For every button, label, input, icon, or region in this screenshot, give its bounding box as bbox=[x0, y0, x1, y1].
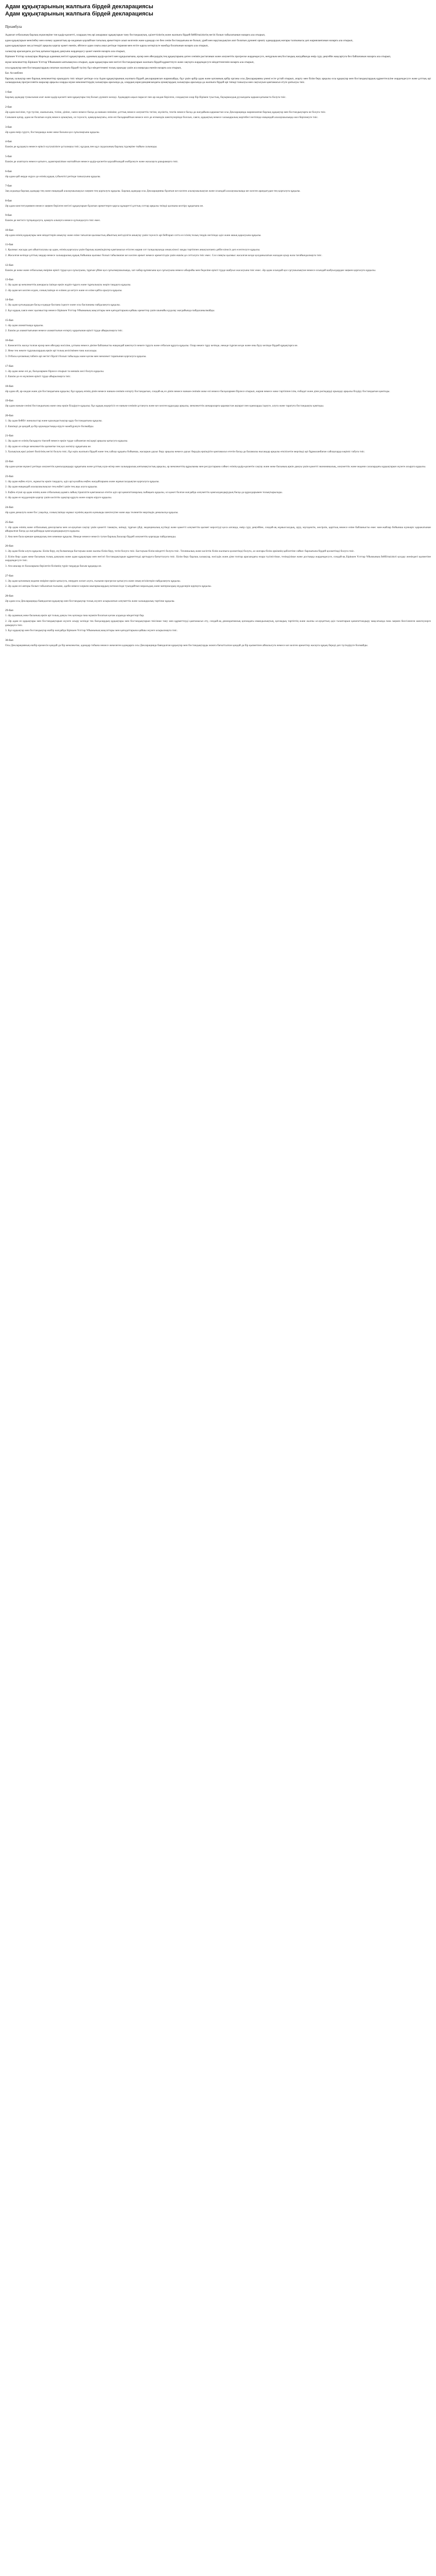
article-body bbox=[5, 131, 431, 135]
article-paragraph: Әр адам қоғам мүшесі ретінде әлеуметтік қамсыздандыру құқығына және ұлттық күш-жігер мен халықаралық ынтымақтастық арқылы, әр мемлекеттің құрылымы мен ресурстарына сәйкес өзінің қадір-қасиетін сақтау және жеке басының еркін дамуы үшін қажетті экономикалық, әлеуметтік және мәдени салалардағы құқықтарын жүзеге асыруға құқылы. bbox=[5, 465, 426, 468]
article-section bbox=[5, 318, 431, 333]
article-heading: 9-бап bbox=[5, 214, 12, 217]
article-heading: 30-бап bbox=[5, 638, 13, 642]
article-body bbox=[5, 303, 431, 313]
article-paragraph: Әр адам нәсіліне, түр-түсіне, жынысына, тіліне, дініне, саяси немесе басқа да наным-сеніміне, ұлттық немесе әлеуметтік тегіне, мүліктік, тектік немесе басқа да жағдайына қарамастан осы Декларацияда жарияланған барлық құқықтар мен бостандықтарға ие болуға тиіс. bbox=[5, 110, 326, 114]
document-title: Адам құқықтарының жалпыға бірдей декларациясы bbox=[5, 4, 153, 10]
article-heading: 26-бап bbox=[5, 545, 13, 548]
article-paragraph: Әр адам ой, ар-ождан және дін бостандығына құқылы; бұл құқық өзінің дінін немесе наным-сенімін өзгерту бостандығын, сондай-ақ өз дінін немесе наным-сенімін жеке өзі немесе басқалармен бірлесе отырып, жария немесе жеке тәртіппен ілім, ғибадат және діни рәсімдерді орындау арқылы білдіру бостандығын қамтиды. bbox=[5, 389, 390, 393]
article-paragraph: 2. Білім беру адам жеке басының толық дамуына және адам құқықтары мен негізгі бостандықтарын құрметтеуді арттыруға бағытталуға тиіс. Білім беру барлық халықтар, нәсілдік және діни топтар арасындағы өзара түсіністікке, төзімділікке және достыққа жәрдемдесуге, сондай-ақ Біріккен Ұлттар Ұйымының бейбітшілікті қолдау жөніндегі қызметіне жәрдемдесуге тиіс. bbox=[5, 555, 431, 563]
article-paragraph: 1. Әр адам қуғындаудан басқа елдерде баспана іздеуге және осы баспананы пайдалануға құқылы. bbox=[5, 303, 121, 307]
preamble-paragraph: Бас Ассамблея bbox=[5, 72, 23, 75]
article-heading: 6-бап bbox=[5, 170, 12, 173]
article-paragraph: 1. Әр адамның жеке басының еркін әрі толық дамуы тек қоғамда ғана мүмкін болатын қоғам алдында міндеттері бар. bbox=[5, 614, 145, 618]
article-body bbox=[5, 269, 431, 273]
article-heading: 24-бап bbox=[5, 505, 13, 509]
article-paragraph: 2. Ешкім де азаматтығынан немесе азаматтығын өзгерту құқығынан ерікті түрде айырылмауға тиіс. bbox=[5, 329, 123, 333]
article-body bbox=[5, 480, 431, 500]
article-section bbox=[5, 544, 431, 568]
article-paragraph: 2. Неке тек некеге тұрушылардың еркін әрі толық келісімімен ғана жасалады. bbox=[5, 349, 97, 353]
article-paragraph: 3. Халықтың еркі үкімет билігінің негізі болуға тиіс; бұл ерік жалпыға бірдей және тең сайлау құқығы бойынша, жасырын дауыс беру арқылы немесе дауыс берудің еркіндігін қамтамасыз ететін басқа да баламалы нысандар арқылы өткізілетін мерзімді әрі бұрмаланбаған сайлауларда көрініс табуға тиіс. bbox=[5, 450, 365, 454]
preamble-paragraph: адам құқықтарын менсінбеу мен елемеу адамзаттың ар-ожданын қорлайтын тағылық әрекеттерге алып келгенін және адамдар сөз бен сенім бостандығына ие болып, үрей мен мұқтаждықтан азат болатын дүниені орнату адамдардың жоғары талпынысы деп жарияланғанын назарға ала отырып, bbox=[5, 39, 353, 42]
article-body bbox=[5, 175, 431, 179]
article-paragraph: 2. Бұл құқық саяси емес қылмыстар немесе Біріккен Ұлттар Ұйымының мақсаттары мен қағидаттарына қайшы әрекеттер үшін шынайы қудалау жағдайында пайдаланылмайды. bbox=[5, 309, 215, 313]
article-paragraph: 2. Әр адам өзі авторы болып табылатын ғылыми, әдеби немесе көркем шығармалардың нәтижесінде туындайтын моральдық және материалдық мүдделерін қорғауға құқылы. bbox=[5, 585, 212, 588]
article-paragraph: 1. Әр адам жеке өзі де, басқалармен бірлесе отырып та меншік иесі болуға құқылы. bbox=[5, 369, 104, 373]
article-paragraph: 2. Ана мен бала ерекше қамқорлық пен көмекке құқылы. Некеде немесе некесіз туған барлық балалар бірдей әлеуметтік қорғауды пайдаланады. bbox=[5, 535, 177, 538]
article-paragraph: 3. Еңбек етуші әр адам өзінің және отбасының адамға лайық тіршілігін қамтамасыз ететін әділ әрі қанағаттанарлық сыйақыға құқылы, ол қажет болған жағдайда әлеуметтік қамсыздандырудың басқа да құралдарымен толықтырылады. bbox=[5, 490, 283, 494]
article-heading: 3-бап bbox=[5, 125, 12, 129]
article-body bbox=[5, 419, 431, 429]
article-heading: 10-бап bbox=[5, 228, 13, 232]
article-paragraph: 1. Әр адам азаматтыққа құқылы. bbox=[5, 324, 44, 327]
article-paragraph: Ешкім де негізсіз тұтқындалуға, қамауға алынуға немесе қуғындалуға тиіс емес. bbox=[5, 219, 101, 223]
article-body bbox=[5, 600, 431, 604]
article-body bbox=[5, 344, 431, 359]
document-subtitle: Адам құқықтарының жалпыға бірдей декларациясы bbox=[5, 11, 153, 17]
article-paragraph: Барлық адамдар тумысынан азат және қадір-қасиеті мен құқықтары тең болып дүниеге келеді. Адамдарға ақыл-парасат пен ар-ождан берілген, сондықтан олар бір-бірімен туыстық, бауырмалдық рухындағы қарым-қатынаста болуға тиіс. bbox=[5, 95, 287, 99]
article-paragraph: Әр адам осы Декларацияда баяндалған құқықтар мен бостандықтар толық жүзеге асырылатын әлеуметтік және халықаралық тәртіпке құқылы. bbox=[5, 599, 175, 603]
article-heading: 22-бап bbox=[5, 460, 13, 463]
article-body bbox=[5, 390, 431, 394]
article-body bbox=[5, 580, 431, 589]
preamble-label: Преамбула bbox=[5, 25, 22, 29]
article-paragraph: 3. Отбасы қоғамның табиғи әрі негізгі бірлігі болып табылады және қоғам мен мемлекет тарапынан қорғалуға құқылы. bbox=[5, 355, 147, 358]
article-heading: 5-бап bbox=[5, 155, 12, 158]
article-heading: 28-бап bbox=[5, 594, 13, 598]
article-heading: 27-бап bbox=[5, 574, 13, 578]
article-section bbox=[5, 155, 431, 164]
article-paragraph: Ешкім де азаптауға немесе қатыгез, адамгершілікке жатпайтын немесе қадір-қасиетін қорлайтындай жәбірлеуге және жазалауға ұшырамауға тиіс. bbox=[5, 160, 179, 163]
article-section bbox=[5, 460, 431, 469]
article-section bbox=[5, 638, 431, 648]
article-section bbox=[5, 384, 431, 394]
article-section bbox=[5, 474, 431, 500]
article-section bbox=[5, 105, 431, 120]
article-paragraph: 1. Әр адам әр мемлекеттің шекарасы ішінде еркін жүріп-тұруға және тұрғылықты жерін таңдауға құқылы. bbox=[5, 283, 131, 287]
article-paragraph: Осы Декларацияның ешбір ережесін қандай да бір мемлекетке, адамдар тобына немесе жекелеген адамдарға осы Декларацияда баяндалған құқықтар мен бостандықтарды жоюға бағытталған қандай да бір қызметпен айналысуға немесе кез келген әрекеттер жасауға құқық береді деп түсіндіруге болмайды. bbox=[5, 643, 368, 647]
article-section bbox=[5, 243, 431, 258]
article-section bbox=[5, 520, 431, 539]
article-paragraph: 2. Әр адам кез келген елден, соның ішінде өз елінен де кетуге және өз еліне қайта оралуға құқылы. bbox=[5, 289, 123, 292]
article-paragraph: Әр адам өзінің құқықтары мен міндеттерін анықтау және өзіне тағылған қылмыстық айыптың негізділігін анықтау үшін тәуелсіз әрі бейтарап сотта өз ісінің толық теңдік негізінде әділ және ашық қаралуына құқылы. bbox=[5, 233, 261, 237]
article-paragraph: 1. Әр адам бейбіт жиналыстар және қауымдастықтар құру бостандығына құқылы. bbox=[5, 419, 102, 422]
article-section bbox=[5, 263, 431, 273]
preamble-paragraph: Адамзат отбасының барлық мүшелеріне тән қадір-қасиетті, олардың тең әрі ажырамас құқықтарын тану бостандықтың, әділеттіліктің және жалпыға бірдей бейбітшіліктің негізі болып табылатынын назарға ала отырып, bbox=[5, 33, 266, 37]
article-heading: 25-бап bbox=[5, 520, 13, 524]
article-section bbox=[5, 170, 431, 179]
article-section bbox=[5, 364, 431, 379]
article-section bbox=[5, 414, 431, 429]
article-section bbox=[5, 505, 431, 515]
article-body bbox=[5, 111, 431, 120]
article-body bbox=[5, 96, 431, 100]
article-section bbox=[5, 213, 431, 223]
preamble bbox=[5, 33, 431, 85]
article-body bbox=[5, 614, 431, 633]
article-paragraph: Әр адам конституциямен немесе заңмен берілген негізгі құқықтарын бұзатын әрекеттерге қарсы құзыретті ұлттық соттар арқылы тиімді қалпына келтіру құқығына ие. bbox=[5, 204, 204, 208]
article-heading: 23-бап bbox=[5, 474, 13, 478]
article-section bbox=[5, 434, 431, 454]
article-paragraph: 2. Әр адам өз елінде мемлекеттік қызметке тең қол жеткізу құқығына ие. bbox=[5, 445, 92, 448]
article-heading: 16-бап bbox=[5, 338, 13, 342]
article-paragraph: Әр адам өмір сүруге, бостандыққа және жеке басына қол сұғылмауына құқылы. bbox=[5, 130, 100, 134]
article-heading: 1-бап bbox=[5, 90, 12, 94]
article-heading: 12-бап bbox=[5, 263, 13, 267]
article-paragraph: 2. Ешкімді де қандай да бір қауымдастыққа кіруге мәжбүрлеуге болмайды. bbox=[5, 425, 94, 428]
article-paragraph: 2. Әр адам ешқандай алалаушылықсыз тең еңбегі үшін тең ақы алуға құқылы. bbox=[5, 485, 98, 489]
article-body bbox=[5, 234, 431, 238]
article-section bbox=[5, 298, 431, 313]
article-paragraph: Заң алдында барлық адамдар тең және ешқандай алалаушылықсыз заңмен тең қорғалуға құқылы. Барлық адамдар осы Декларацияны бұзатын кез келген алалаушылықтан және осындай алалаушылыққа кез келген арандатудан тең қорғалуға құқылы. bbox=[5, 190, 301, 193]
article-heading: 19-бап bbox=[5, 399, 13, 403]
document-page bbox=[0, 0, 436, 656]
preamble-paragraph: мүше мемлекеттер Біріккен Ұлттар Ұйымымен ынтымақтаса отырып, адам құқықтары мен негізгі бостандықтарын жалпыға бірдей құрметтеуге және сақтауға жәрдемдесуге міндеттенгенін назарға ала отырып, bbox=[5, 60, 254, 64]
preamble-paragraph: Біріккен Ұлттар халықтары Жарғыда адамның негізгі құқықтарына, адамның қадір-қасиеті мен құндылығына, ерлер мен әйелдердің тең құқықтарына деген сенімін растағанын және әлеуметтік прогреске жәрдемдесуге, неғұрлым кең бостандық жағдайында өмір сүру деңгейін жақсартуға бел байлағанын назарға ала отырып, bbox=[5, 55, 391, 59]
preamble-paragraph: осы құқықтар мен бостандықтардың сипатын жалпыға бірдей түсіну бұл міндеттемені толық орындау үшін аса маңызды екенін назарға ала отырып, bbox=[5, 66, 182, 70]
article-section bbox=[5, 594, 431, 604]
article-heading: 21-бап bbox=[5, 434, 13, 438]
article-body bbox=[5, 550, 431, 568]
article-heading: 8-бап bbox=[5, 199, 12, 202]
article-body bbox=[5, 283, 431, 293]
articles-list bbox=[5, 90, 431, 648]
article-heading: 11-бап bbox=[5, 243, 13, 247]
article-section bbox=[5, 140, 431, 149]
article-body bbox=[5, 370, 431, 379]
article-paragraph: 2. Әр адам өз құқықтары мен бостандықтарын жүзеге асыру кезінде тек басқалардың құқықтары мен бостандықтарын тиісінше тану мен құрметтеуді қамтамасыз ету, сондай-ақ демократиялық қоғамдағы имандылықтың, қоғамдық тәртіптің және жалпы әл-ауқаттың әділ талаптарын қанағаттандыру мақсатында ғана заңмен белгіленген шектеулерге ұшырауға тиіс. bbox=[5, 620, 431, 627]
article-section bbox=[5, 199, 431, 209]
article-paragraph: 1. Әр адам қоғамның мәдени өміріне еркін қатысуға, өнерден ләззат алуға, ғылыми прогреске қатысуға және оның игіліктерін пайдалануға құқылы. bbox=[5, 579, 181, 583]
article-heading: 29-бап bbox=[5, 609, 13, 613]
article-paragraph: Әр адам демалуға және бос уақытқа, соның ішінде жұмыс күнінің ақылға қонымды шектелуіне және ақы төленетін мерзімдік демалысқа құқылы. bbox=[5, 511, 179, 514]
article-paragraph: 1. Әр адам білім алуға құқылы. Білім беру, ең болмағанда бастауыш және жалпы білім беру, тегін болуға тиіс. Бастауыш білім міндетті болуға тиіс. Техникалық және кәсіптік білім жалпыға қолжетімді болуға, ал жоғары білім әркімнің қабілетіне сәйкес барлығына бірдей қолжетімді болуға тиіс. bbox=[5, 550, 355, 553]
article-section bbox=[5, 338, 431, 359]
article-paragraph: 1. Әр адам өз елінің басқаруға тікелей немесе еркін түрде сайланған өкілдері арқылы қатысуға құқылы. bbox=[5, 439, 128, 443]
article-section bbox=[5, 125, 431, 135]
article-body bbox=[5, 205, 431, 209]
article-heading: 18-бап bbox=[5, 384, 13, 388]
article-section bbox=[5, 184, 431, 194]
article-paragraph: 2. Ешкім де өз мүлкінен ерікті түрде айырылмауға тиіс. bbox=[5, 375, 71, 379]
article-heading: 15-бап bbox=[5, 318, 13, 322]
article-paragraph: 1. Қылмыс жасады деп айыпталушы әр адам, өзінің қорғалуы үшін барлық мүмкіндіктер қамтамасыз етілген жария сот талқылауында оның кінәсі заңды тәртіппен анықталғанға дейін кінәсіз деп есептелуге құқылы. bbox=[5, 248, 260, 252]
article-paragraph: 3. Ата-аналар өз балаларына берілетін білімнің түрін таңдауда басым құқыққа ие. bbox=[5, 565, 102, 568]
article-heading: 13-бап bbox=[5, 278, 13, 282]
article-heading: 14-бап bbox=[5, 298, 13, 302]
article-body bbox=[5, 526, 431, 539]
article-paragraph: 2. Жасалған кезінде ұлттық заңдар немесе халықаралық құқық бойынша қылмыс болып табылмаған кез келген әрекет немесе әрекетсіздік үшін ешкім де сотталуға тиіс емес. Сол сияқты қылмыс жасалған кезде қолданылатын жазадан ауыр жаза тағайындалмауға тиіс. bbox=[5, 254, 322, 258]
article-heading: 7-бап bbox=[5, 184, 12, 188]
article-heading: 20-бап bbox=[5, 414, 13, 417]
article-body bbox=[5, 324, 431, 333]
article-body bbox=[5, 219, 431, 223]
article-paragraph: Әр адам наным-сенімі бостандығына және оны еркін білдіруге құқылы; бұл құқық кедергісіз өз наным-сенімін ұстануға және кез келген құралдар арқылы, мемлекеттік шекараларға қарамастан ақпарат пен идеяларды іздеуге, алуға және таратуға бостандықты қамтиды. bbox=[5, 404, 324, 408]
article-body bbox=[5, 404, 431, 409]
article-body bbox=[5, 439, 431, 454]
article-paragraph: 1. Әр адам еңбек етуге, жұмысты еркін таңдауға, әділ әрі қолайлы еңбек жағдайларына және жұмыссыздықтан қорғалуға құқылы. bbox=[5, 480, 160, 483]
article-body bbox=[5, 248, 431, 258]
article-section bbox=[5, 278, 431, 293]
article-body bbox=[5, 465, 431, 469]
article-section bbox=[5, 228, 431, 238]
article-body bbox=[5, 160, 431, 164]
article-section bbox=[5, 399, 431, 409]
article-heading: 4-бап bbox=[5, 140, 12, 144]
article-paragraph: Ешкім де жеке және отбасылық өміріне ерікті түрде қол сұғылуына, тұрғын үйіне қол сұғылмаушылыққа, хат-хабар құпиясына қол сұғылуына немесе абыройы мен беделіне ерікті түрде шабуыл жасалуына тиіс емес. Әр адам осындай қол сұғушылықтан немесе осындай шабуылдардан заңмен қорғалуға құқылы. bbox=[5, 268, 376, 272]
article-paragraph: 4. Әр адам өз мүдделерін қорғау үшін кәсіптік одақтар құруға және оларға кіруге құқылы. bbox=[5, 496, 112, 500]
article-paragraph: Сонымен қатар, адам ие болатын елдің немесе аумақтың, ол тәуелсіз, қамқорлықтағы, өзін-өзі басқармайтын немесе өзге де егемендік шектеулерінде болсын, саяси, құқықтық немесе халықаралық мәртебесі негізінде ешқандай алалаушылыққа жол берілмеуге тиіс. bbox=[5, 116, 319, 120]
preamble-paragraph: адам құқықтарын заң үстемдігі арқылы қорғау қажет екенін, әйтпесе адам соңғы амал ретінде тирания мен езгіге қарсы көтерілуге мәжбүр болатынын назарға ала отырып, bbox=[5, 44, 208, 48]
article-section bbox=[5, 608, 431, 633]
article-paragraph: Әр адам қай жерде жүрсе де өзінің құқық субъектісі ретінде танылуына құқылы. bbox=[5, 175, 101, 178]
article-paragraph: 1. Кәмелеттік жасқа толған ерлер мен әйелдер нәсіліне, ұлтына немесе дініне байланысты ешқандай шектеусіз некеге тұруға және отбасын құруға құқылы. Олар некеге тұру кезінде, некеде тұрған кезде және оны бұзу кезінде бірдей құқықтарға ие. bbox=[5, 344, 298, 347]
article-paragraph: 1. Әр адам өзінің және отбасының денсаулығы мен әл-ауқатын сақтау үшін қажетті тамақты, киімді, тұрғын үйді, медициналық күтімді және қажетті әлеуметтік қызмет көрсетуді қоса алғанда, өмір сүру деңгейіне, сондай-ақ жұмыссыздық, ауру, мүгедектік, жесірлік, қарттық немесе өзіне байланысты емес мән-жайлар бойынша күнкөріс қаражатынан айырылған басқа да жағдайларда қамсыздандырылуға құқылы. bbox=[5, 526, 431, 533]
article-heading: 17-бап bbox=[5, 364, 13, 368]
article-paragraph: Ешкім де құлдықта немесе еріксіз күтушілікте ұсталмауы тиіс; құлдық пен құл саудасының барлық түрлеріне тыйым салынады. bbox=[5, 145, 158, 149]
article-body bbox=[5, 511, 431, 515]
article-body bbox=[5, 190, 431, 194]
article-paragraph: 3. Бұл құқықтар мен бостандықтар ешбір жағдайда Біріккен Ұлттар Ұйымының мақсаттары мен қағидаттарына қайшы жүзеге асырылмауға тиіс. bbox=[5, 629, 178, 633]
article-heading: 2-бап bbox=[5, 105, 12, 109]
article-body bbox=[5, 145, 431, 149]
article-section bbox=[5, 90, 431, 100]
preamble-paragraph: барлық халықтар мен барлық мемлекеттер орындауға тиіс міндет ретінде осы Адам құқықтарының жалпыға бірдей декларациясын жариялайды, бұл үшін әрбір адам және қоғамның әрбір органы осы Декларацияны үнемі есте ұстай отырып, ағарту мен білім беру арқылы осы құқықтар мен бостандықтардың құрметтелуіне жәрдемдесуге және ұлттық әрі халықаралық прогрессивтік шаралар арқылы оларды мүше мемлекеттердің халықтары арасында да, олардың юрисдикциясындағы аумақтардың халықтары арасында да жалпыға бірдей әрі тиімді танылуы мен сақталуын қамтамасыз етуге ұмтылуы тиіс. bbox=[5, 77, 431, 84]
preamble-paragraph: халықтар арасындағы достық қатынастардың дамуына жәрдемдесу қажет екенін назарға ала отырып, bbox=[5, 49, 126, 53]
article-body bbox=[5, 644, 431, 648]
article-section bbox=[5, 574, 431, 589]
